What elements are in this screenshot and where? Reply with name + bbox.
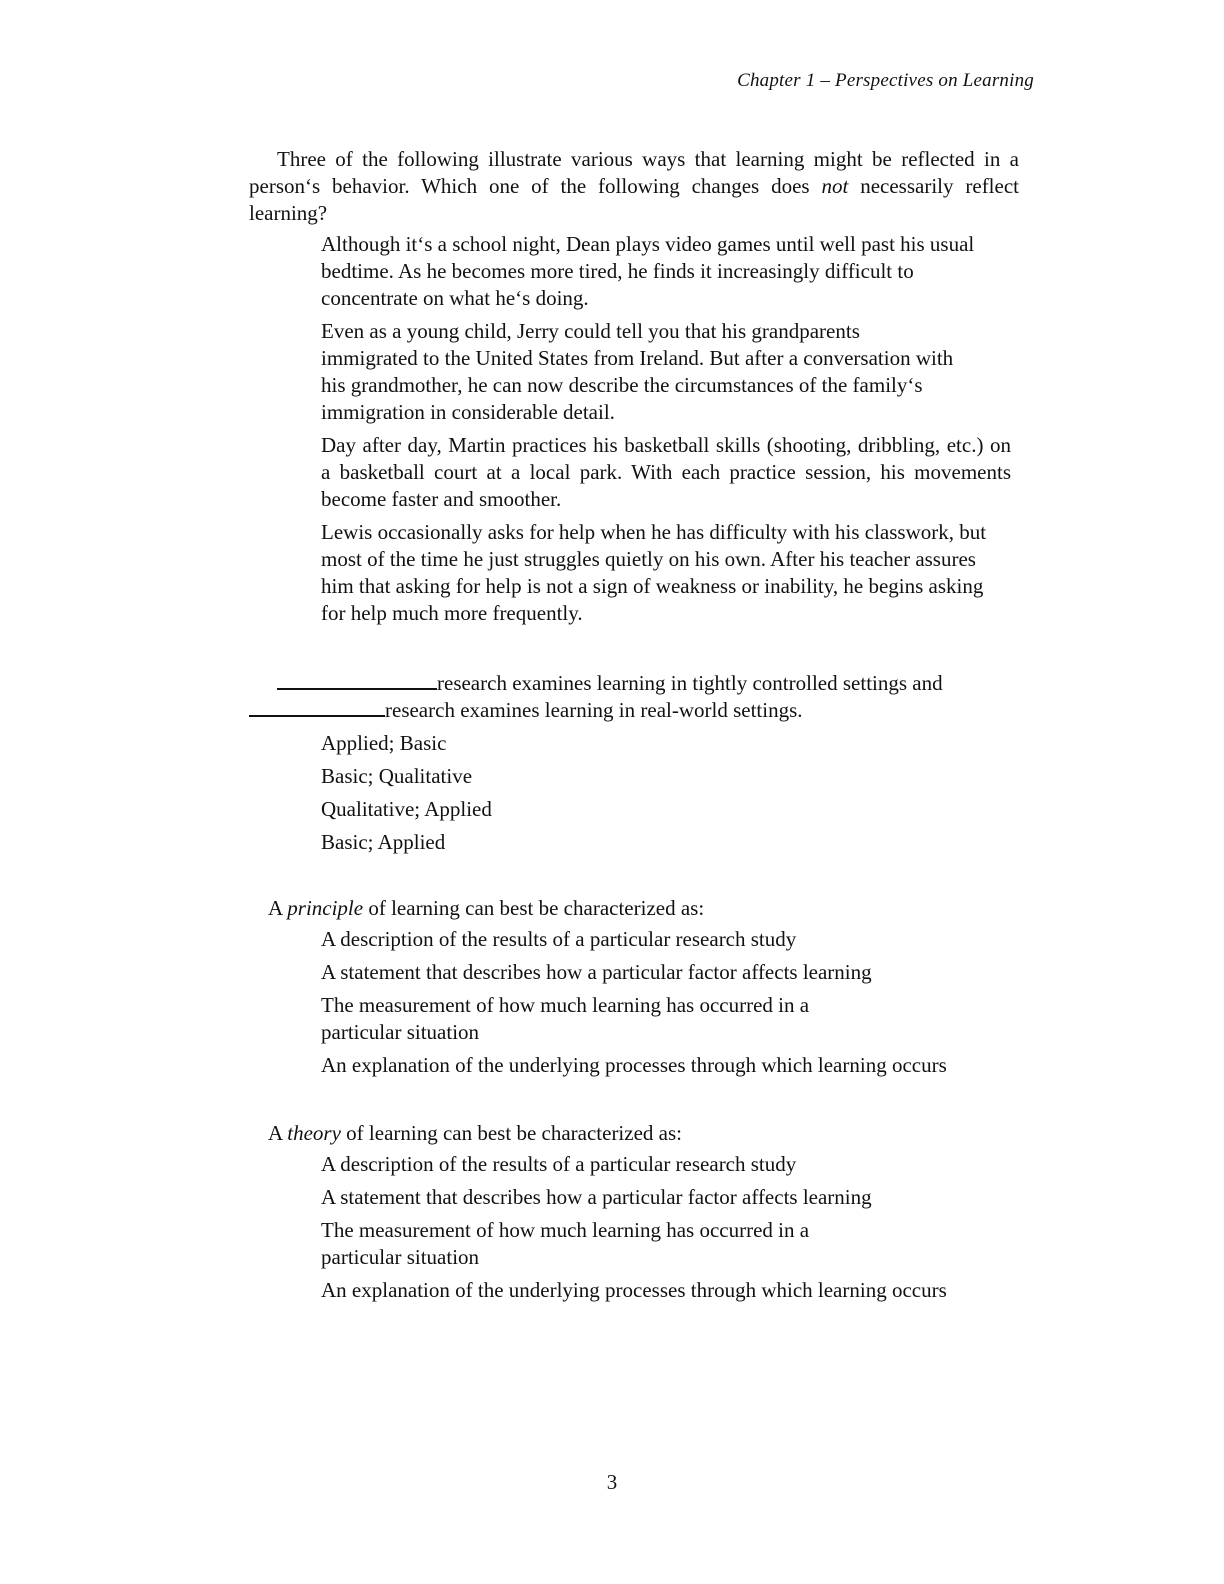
question-1-stem-text-end: necessarily reflect learning? [249,174,1019,225]
question-4-stem-text-end: of learning can best be characterized as: [340,1121,682,1145]
question-2-option-a: Applied; Basic [321,731,447,755]
question-4 [249,1120,1019,1310]
question-4-stem [249,1120,1019,1147]
question-3-option-b: A statement that describes how a particular factor affects learning [321,960,872,984]
question-2-stem [249,670,1019,724]
question-3-option-c: The measurement of how much learning has occurred in a particular situation [321,993,810,1044]
blank-1 [277,670,437,690]
question-3 [249,895,1019,1085]
question-3-option-a: A description of the results of a particular research study [321,927,797,951]
question-4-stem-text: A [268,1121,288,1145]
question-3-stem-emphasis: principle [287,896,364,920]
question-1-option-a: Although it‘s a school night, Dean plays video games until well past his usual bedtime. As he becomes more tired, he finds it increasingly difficult to concentrate on what he‘s doing. [321,232,975,310]
page-number: 3 [606,1470,618,1494]
question-2 [249,670,1019,862]
question-1-options [249,231,1019,627]
question-1-option-d: Lewis occasionally asks for help when he has difficulty with his classwork, but most of the time he just struggles quietly on his own. After his teacher assures him that asking for help is not a sign of weakness or inability, he begins asking for help much more frequently. [321,520,987,625]
question-2-option-d: Basic; Applied [321,830,446,854]
question-3-stem [249,895,1019,922]
question-4-option-a: A description of the results of a particular research study [321,1152,797,1176]
question-1-stem-text: Three of the following illustrate various ways that learning might be reflected in a person‘s behavior. Which one of the following changes does [249,147,1019,198]
question-1 [249,146,1019,633]
blank-2 [249,697,385,717]
question-4-option-b: A statement that describes how a particular factor affects learning [321,1185,872,1209]
question-2-option-c: Qualitative; Applied [321,797,492,821]
question-2-option-b: Basic; Qualitative [321,764,473,788]
question-3-stem-text-end: of learning can best be characterized as: [363,896,705,920]
question-1-stem-emphasis: not [821,174,849,198]
question-3-stem-text: A [268,896,288,920]
question-4-stem-emphasis: theory [287,1121,341,1145]
question-3-option-d: An explanation of the underlying processes through which learning occurs [321,1053,947,1077]
question-4-option-c: The measurement of how much learning has occurred in a particular situation [321,1218,810,1269]
question-1-stem [249,146,1019,227]
question-2-options [249,730,1019,856]
question-2-stem-text: research examines learning in tightly controlled settings and [437,671,943,695]
question-4-options [249,1151,1019,1304]
question-1-option-c: Day after day, Martin practices his basketball skills (shooting, dribbling, etc.) on a basketball court at a local park. With each practice session, his movements become faster and smoother. [321,433,1011,511]
running-head: Chapter 1 – Perspectives on Learning [737,70,1034,91]
question-2-stem-text-end: research examines learning in real-world settings. [385,698,803,722]
question-4-option-d: An explanation of the underlying processes through which learning occurs [321,1278,947,1302]
question-3-options [249,926,1019,1079]
question-1-option-b: Even as a young child, Jerry could tell you that his grandparents immigrated to the United States from Ireland. But after a conversation with his grandmother, he can now describe the circumstances of the family‘s immigration in considerable detail. [321,319,954,424]
